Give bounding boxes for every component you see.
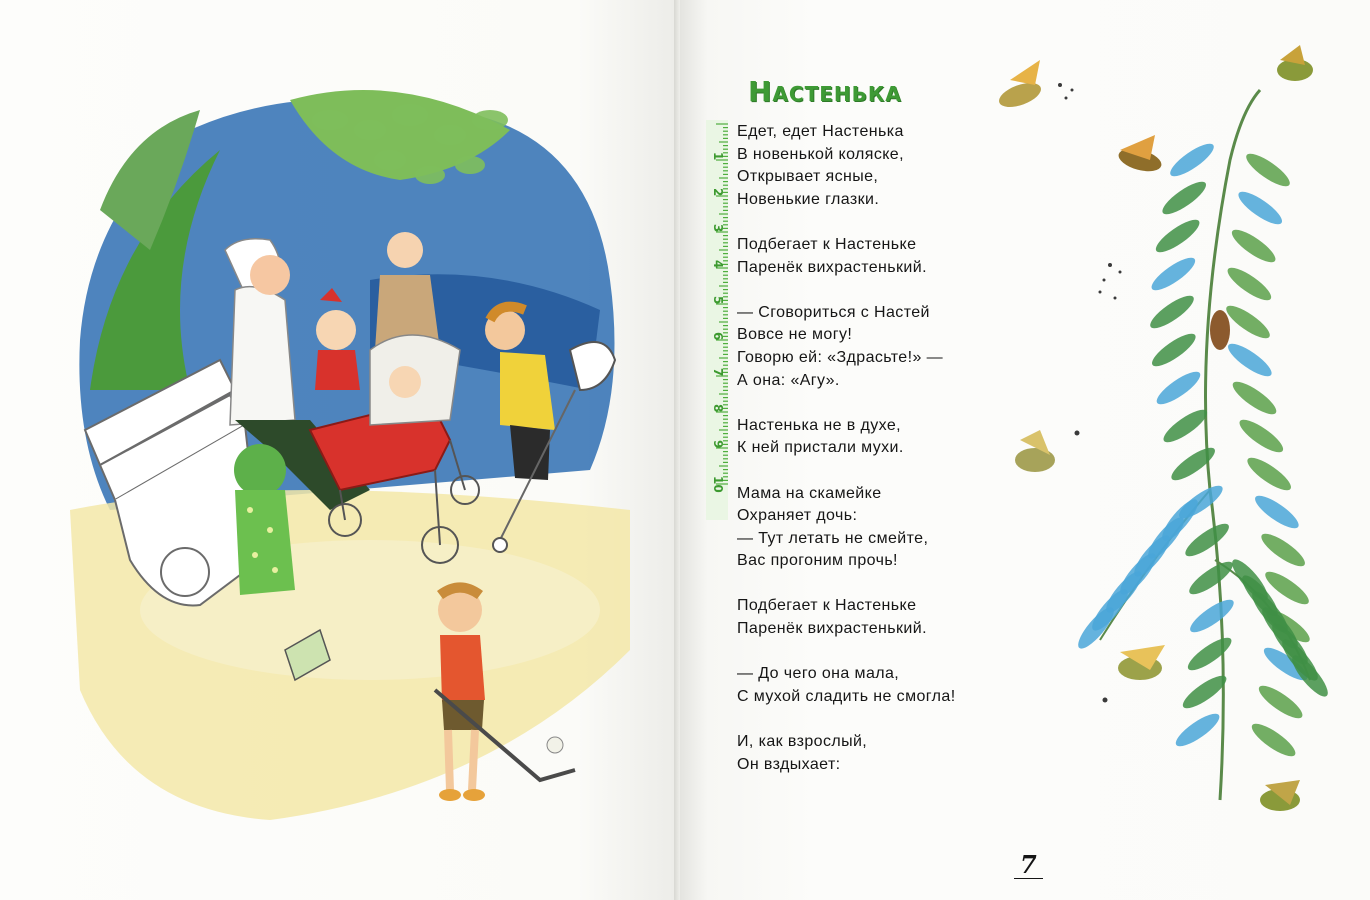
left-page xyxy=(0,0,680,900)
ruler-mark: 2 xyxy=(711,188,725,197)
poem-line: Мама на скамейке xyxy=(737,484,882,502)
ruler-mark: 10 xyxy=(711,476,725,493)
leaf-shape xyxy=(1153,367,1205,410)
leaf-shape xyxy=(1181,519,1233,562)
leaf-shape xyxy=(1158,177,1210,220)
leaf-shape xyxy=(1243,453,1295,496)
ruler-mark: 6 xyxy=(711,332,725,341)
bird-icon xyxy=(1116,135,1164,175)
leaf-shape xyxy=(1222,301,1274,344)
leaf-shape xyxy=(1152,215,1204,258)
poem-line: Новенькие глазки. xyxy=(737,190,880,208)
ruler-mark: 9 xyxy=(711,440,725,449)
leaf-shape xyxy=(1224,339,1276,382)
leaf-shape xyxy=(1146,291,1198,334)
ruler-mark: 8 xyxy=(711,404,725,413)
leaf-shape xyxy=(1147,253,1199,296)
bird-icon xyxy=(996,60,1044,112)
poem-line: Паренёк вихрастенький. xyxy=(737,258,927,276)
leaf-shape xyxy=(1257,529,1309,572)
leaf-shape xyxy=(1229,377,1281,420)
ruler-mark: 7 xyxy=(711,368,725,377)
leaf-shape xyxy=(1184,633,1236,676)
park-illustration xyxy=(70,90,630,830)
leaf-shape xyxy=(1234,187,1286,230)
leaf-shape xyxy=(1167,443,1219,486)
leaf-shape xyxy=(1073,603,1119,653)
leaf-shape xyxy=(1255,681,1307,724)
poem-line: А она: «Агу». xyxy=(737,371,840,389)
bird-icon xyxy=(1015,430,1055,472)
leaf-shape xyxy=(1186,595,1238,638)
ruler-mark: 1 xyxy=(711,152,725,161)
ruler-mark: 5 xyxy=(711,296,725,305)
poem-line: Вовсе не могу! xyxy=(737,326,853,344)
bird-icon xyxy=(1260,780,1300,811)
leaf-shape xyxy=(1159,405,1211,448)
poem-line: И, как взрослый, xyxy=(737,733,868,751)
poem-line: Говорю ей: «Здрасьте!» — xyxy=(737,348,943,366)
poem-line: — Сговориться с Настей xyxy=(737,303,930,321)
leaf-shape xyxy=(1248,719,1300,762)
page-number: 7 xyxy=(1014,852,1043,879)
poem-line: Настенька не в духе, xyxy=(737,416,901,434)
poem-line: Едет, едет Настенька xyxy=(737,123,904,140)
poem-line: К ней пристали мухи. xyxy=(737,439,904,457)
ruler-mark: 3 xyxy=(711,224,725,233)
ruler-mark: 4 xyxy=(711,260,725,269)
poem-line: Паренёк вихрастенький. xyxy=(737,620,927,638)
leaf-shape xyxy=(1148,329,1200,372)
leaf-shape xyxy=(1235,415,1287,458)
bird-icon xyxy=(1118,645,1165,680)
poem-title: Настенька xyxy=(748,75,902,108)
leaf-shape xyxy=(1172,709,1224,752)
bird-icon xyxy=(1210,310,1230,350)
leaf-shape xyxy=(1223,263,1275,306)
poem-line: — До чего она мала, xyxy=(737,665,900,683)
ruler-graphic xyxy=(704,120,730,520)
poem-line: — Тут летать не смейте, xyxy=(737,529,929,547)
poem-line: Вас прогоним прочь! xyxy=(737,552,898,570)
poem-line: В новенькой коляске, xyxy=(737,145,904,163)
leaf-and-birds-decoration xyxy=(980,40,1360,840)
leaf-shape xyxy=(1228,225,1280,268)
leaf-shape xyxy=(1251,491,1303,534)
poem-line: Он вздыхает: xyxy=(737,755,841,773)
leaf-shape xyxy=(1242,149,1294,192)
leaf-shape xyxy=(1166,139,1218,182)
poem-line: Подбегает к Настеньке xyxy=(737,235,917,253)
poem-line: Подбегает к Настеньке xyxy=(737,597,917,615)
poem-line: С мухой сладить не смогла! xyxy=(737,687,956,705)
leaf-shape xyxy=(1185,557,1237,600)
poem-line: Охраняет дочь: xyxy=(737,507,858,525)
bird-icon xyxy=(1277,45,1313,81)
poem-line: Открывает ясные, xyxy=(737,168,879,186)
